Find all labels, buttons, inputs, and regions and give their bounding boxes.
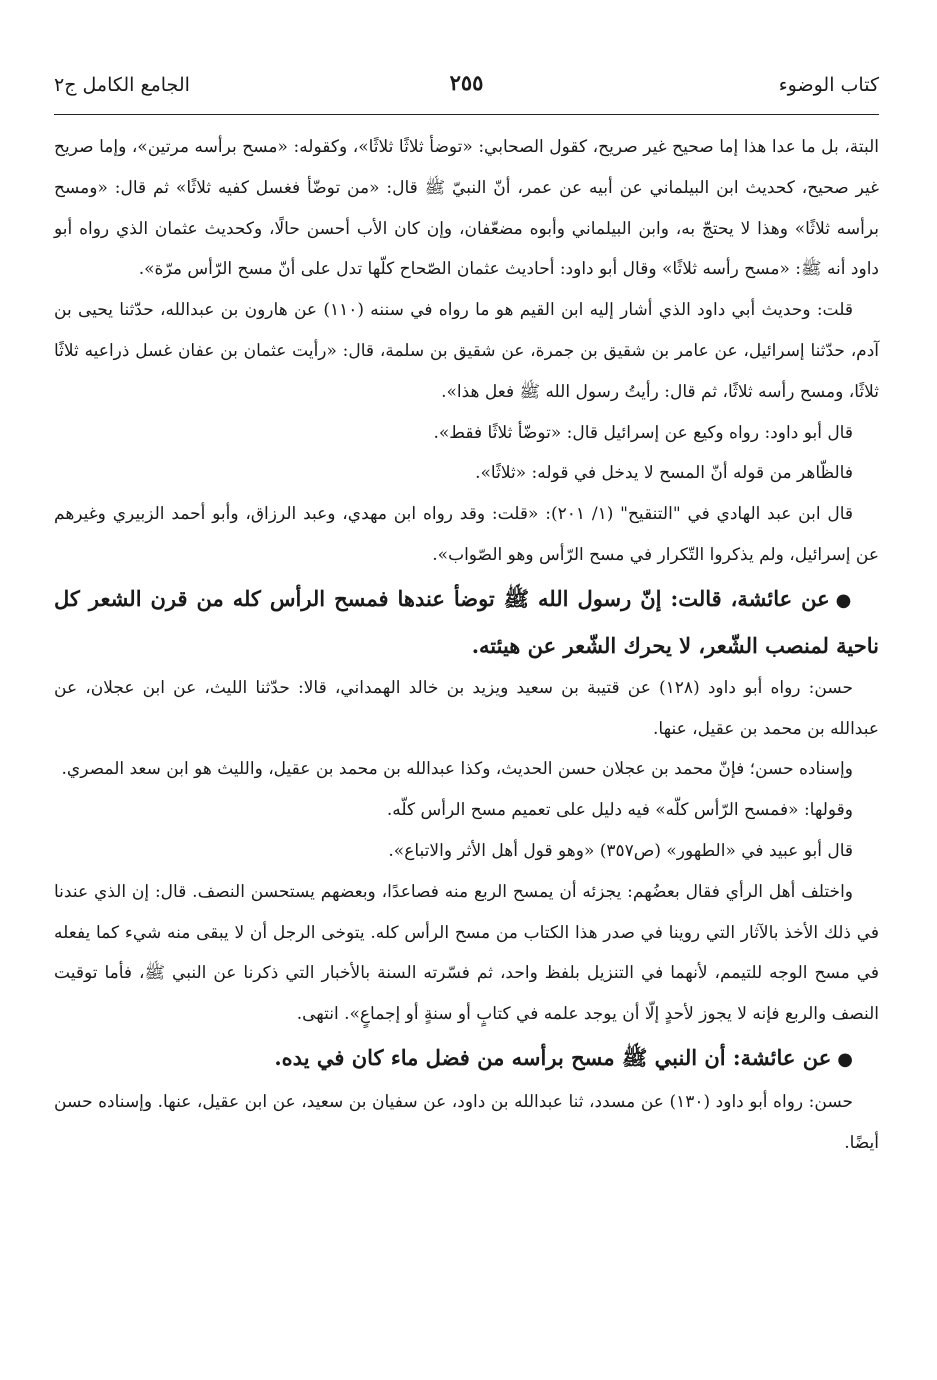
paragraph: قال أبو عبيد في «الطهور» (ص٣٥٧) «وهو قول أهل الأثر والاتباع».: [388, 840, 853, 861]
paragraph: البتة، بل ما عدا هذا إما صحيح غير صريح، كقول الصحابي: «توضأ ثلاثًا ثلاثًا»، وكقوله: «مسح برأسه مرتين»، وإما صريح غير صحيح، كحديث ابن البيلماني عن أبيه عن عمر، أنّ النبيّ ﷺ قال: «من توضّأ فغسل كفيه ثلاثًا» ثم قال: «ومسح برأسه ثلاثًا» وهذا لا يحتجّ به، وابن البيلماني وأبوه مضعّفان، وإن كان الأب أحسن حالًا، وكحديث عثمان الذي رواه أبو داود أنه ﷺ: «مسح رأسه ثلاثًا» وقال أبو داود: أحاديث عثمان الصّحاح كلّها تدل على أنّ مسح الرّأس مرّة».: [54, 137, 879, 280]
page-number: ٢٥٥: [449, 70, 484, 95]
book-title: كتاب الوضوء: [778, 74, 879, 96]
hadith-text: [54, 1035, 879, 1082]
paragraph: حسن: رواه أبو داود (١٢٨) عن قتيبة بن سعيد ويزيد بن خالد الهمداني، قالا: حدّثنا الليث، عن ابن عجلان، عن عبدالله بن محمد بن عقيل، عنها.: [54, 677, 879, 739]
series-title: الجامع الكامل ج٢: [54, 74, 190, 96]
paragraph: واختلف أهل الرأي فقال بعضُهم: يجزئه أن يمسح الربع منه فصاعدًا، وبعضهم يستحسن النصف. قال: إن الذي عندنا في ذلك الأخذ بالآثار التي روينا في صدر هذا الكتاب من مسح الرأس كله. يتوخى الرجل أن لا يبقى منه شيء كما يفعله في مسح الوجه للتيمم، لأنهما في التنزيل بلفظ واحد، ثم فسّرته السنة بالأخبار التي ذكرنا عن النبي ﷺ، فأما توقيت النصف والربع فإنه لا يجوز لأحدٍ إلّا أن يوجد علمه في كتابٍ أو سنةٍ أو إجماعٍ». انتهى.: [54, 881, 879, 1025]
paragraph: فالظّاهر من قوله أنّ المسح لا يدخل في قوله: «ثلاثًا».: [475, 463, 853, 484]
paragraph: وإسناده حسن؛ فإنّ محمد بن عجلان حسن الحديث، وكذا عبدالله بن محمد بن عقيل، والليث هو ابن سعد المصري.: [61, 759, 853, 780]
bullet-icon: ●: [835, 589, 853, 611]
hadith-body: عن عائشة: أن النبي ﷺ مسح برأسه من فضل ماء كان في يده.: [274, 1044, 832, 1070]
hadith-body: عن عائشة، قالت: إنّ رسول الله ﷺ توضأ عندها فمسح الرأس كله من قرن الشعر كل ناحية لمنصب الشّعر، لا يحرك الشّعر عن هيئته.: [54, 585, 879, 658]
paragraph: قلت: وحديث أبي داود الذي أشار إليه ابن القيم هو ما رواه في سننه (١١٠) عن هارون بن عبدالله، حدّثنا يحيى بن آدم، حدّثنا إسرائيل، عن عامر بن شقيق بن جمرة، عن شقيق بن سلمة، قال: «رأيت عثمان بن عفان غسل ذراعيه ثلاثًا ثلاثًا، ومسح رأسه ثلاثًا، ثم قال: رأيتُ رسول الله ﷺ فعل هذا».: [54, 300, 879, 402]
bullet-icon: ●: [837, 1048, 853, 1070]
page-body: [54, 127, 879, 1164]
paragraph: حسن: رواه أبو داود (١٣٠) عن مسدد، ثنا عبدالله بن داود، عن سفيان بن سعيد، عن ابن عقيل، عنها. وإسناده حسن أيضًا.: [54, 1091, 879, 1153]
running-header: [54, 58, 879, 115]
paragraph: قال ابن عبد الهادي في "التنقيح" (١/ ٢٠١): «قلت: وقد رواه ابن مهدي، وعبد الرزاق، وأبو أحمد الزبيري وغيرهم عن إسرائيل، ولم يذكروا التّكرار في مسح الرّأس وهو الصّواب».: [54, 504, 879, 565]
paragraph: قال أبو داود: رواه وكيع عن إسرائيل قال: «توضّأ ثلاثًا فقط».: [433, 422, 853, 443]
hadith-text: [54, 576, 879, 668]
paragraph: وقولها: «فمسح الرّأس كلّه» فيه دليل على تعميم مسح الرأس كلّه.: [386, 800, 853, 821]
